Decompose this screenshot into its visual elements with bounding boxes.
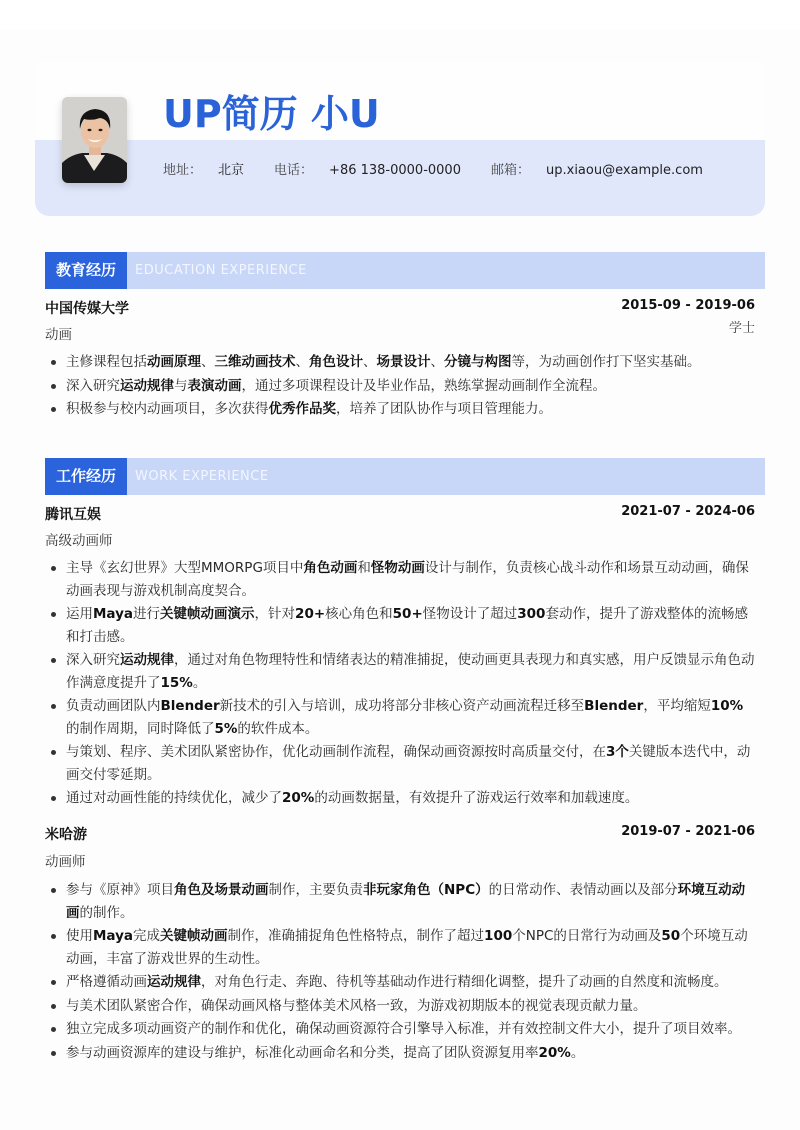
highlight-text: 20% [538, 1044, 571, 1061]
job-dates: 2021-07 - 2024-06 [621, 504, 755, 519]
highlight-text: 非玩家角色（NPC） [363, 882, 489, 898]
highlight-text: 5% [214, 720, 238, 737]
profile-photo [62, 97, 127, 183]
highlight-text: 10% [710, 698, 744, 714]
email-value[interactable]: up.xiaou@example.com [546, 163, 703, 178]
highlight-text: Maya [93, 928, 134, 944]
bullet-item: 通过对动画性能的持续优化，减少了20%的动画数据量，有效提升了游戏运行效率和加载速度。 [45, 787, 755, 810]
top-margin [0, 0, 800, 30]
degree: 学士 [728, 321, 755, 336]
highlight-text: 环境互动动画 [66, 882, 746, 921]
bullet-item: 与美术团队紧密合作，确保动画风格与整体美术风格一致，为游戏初期版本的视觉表现贡献力量。 [45, 995, 755, 1018]
bullet-item: 参与动画资源库的建设与维护，标准化动画命名和分类，提高了团队资源复用率20%。 [45, 1042, 755, 1065]
highlight-text: 20% [282, 790, 315, 806]
education-bullets [45, 351, 755, 422]
education-entry-header [45, 298, 755, 318]
school-name: 中国传媒大学 [45, 301, 129, 317]
job-dates: 2019-07 - 2021-06 [621, 824, 755, 839]
highlight-text: 运动规律 [147, 974, 201, 990]
highlight-text: 角色设计 [309, 354, 363, 370]
major: 动画 [45, 327, 72, 343]
bullet-item: 主修课程包括动画原理、三维动画技术、角色设计、场景设计、分镜与构图等，为动画创作打下坚实基础。 [45, 351, 755, 374]
highlight-text: 优秀作品奖 [268, 401, 336, 417]
highlight-text: 角色及场景动画 [174, 882, 269, 898]
highlight-text: 分镜与构图 [444, 354, 512, 370]
highlight-text: 50+ [392, 606, 423, 622]
phone-label: 电话： [274, 163, 314, 178]
highlight-text: 运动规律 [120, 652, 174, 668]
highlight-text: 15% [160, 674, 193, 691]
bullet-item: 主导《玄幻世界》大型MMORPG项目中角色动画和怪物动画设计与制作，负责核心战斗动作和场景互动动画，确保动画表现与游戏机制高度契合。 [45, 557, 755, 602]
highlight-text: 运动规律 [120, 377, 174, 394]
work-section-header [45, 458, 765, 495]
candidate-name: UP简历 小U [163, 92, 380, 136]
highlight-text: 50 [661, 928, 681, 944]
bullet-item: 负责动画团队内Blender新技术的引入与培训，成功将部分非核心资产动画流程迁移至Blender，平均缩短10%的制作周期，同时降低了5%的软件成本。 [45, 695, 755, 740]
address-value: 北京 [218, 163, 245, 178]
highlight-text: 怪物动画 [370, 560, 425, 576]
bullet-item: 严格遵循动画运动规律，对角色行走、奔跑、待机等基础动作进行精细化调整，提升了动画的自然度和流畅度。 [45, 971, 755, 994]
job-role: 动画师 [45, 854, 86, 870]
highlight-text: 300 [517, 606, 546, 622]
work-title: 工作经历 [45, 458, 127, 495]
bullet-item: 与策划、程序、美术团队紧密协作，优化动画制作流程，确保动画资源按时高质量交付，在3个关键版本迭代中，动画交付零延期。 [45, 741, 755, 786]
bullet-item: 独立完成多项动画资产的制作和优化，确保动画资源符合引擎导入标准，并有效控制文件大小，提升了项目效率。 [45, 1018, 755, 1041]
highlight-text: 动画原理 [147, 354, 201, 370]
portrait-icon [62, 97, 127, 183]
highlight-text: 20+ [295, 606, 326, 622]
highlight-text: Blender [160, 698, 220, 714]
highlight-text: Blender [584, 698, 644, 714]
phone-value: +86 138-0000-0000 [329, 163, 461, 178]
highlight-text: 3个 [606, 744, 629, 760]
company-name: 米哈游 [45, 827, 87, 843]
address-label: 地址： [163, 163, 203, 178]
education-title-en: EDUCATION EXPERIENCE [135, 263, 307, 278]
bullet-item: 使用Maya完成关键帧动画制作，准确捕捉角色性格特点，制作了超过100个NPC的日常行为动画及50个环境互动动画，丰富了游戏世界的生动性。 [45, 925, 755, 970]
work-title-en: WORK EXPERIENCE [135, 469, 269, 484]
company-name: 腾讯互娱 [45, 507, 101, 523]
bullet-item: 参与《原神》项目角色及场景动画制作，主要负责非玩家角色（NPC）的日常动作、表情动画以及部分环境互动动画的制作。 [45, 879, 755, 924]
highlight-text: 100 [484, 928, 513, 944]
job-entry-header [45, 504, 755, 524]
education-title: 教育经历 [45, 252, 127, 289]
highlight-text: 角色动画 [303, 560, 358, 576]
highlight-text: 关键帧动画演示 [160, 606, 255, 622]
highlight-text: 场景设计 [376, 354, 431, 370]
job-bullets [45, 557, 755, 811]
highlight-text: 表演动画 [187, 377, 242, 394]
education-section-header [45, 252, 765, 289]
highlight-text: Maya [93, 606, 134, 622]
highlight-text: 关键帧动画 [160, 928, 228, 944]
bullet-item: 深入研究运动规律，通过对角色物理特性和情绪表达的精准捕捉，使动画更具表现力和真实感，用户反馈显示角色动作满意度提升了15%。 [45, 649, 755, 694]
email-label: 邮箱： [490, 163, 530, 178]
job-entry-header [45, 824, 755, 844]
bullet-item: 运用Maya进行关键帧动画演示，针对20+核心角色和50+怪物设计了超过300套动作，提升了游戏整体的流畅感和打击感。 [45, 603, 755, 648]
bullet-item: 深入研究运动规律与表演动画，通过多项课程设计及毕业作品，熟练掌握动画制作全流程。 [45, 375, 755, 398]
contact-info [163, 162, 733, 180]
job-bullets [45, 879, 755, 1065]
education-dates: 2015-09 - 2019-06 [621, 298, 755, 313]
highlight-text: 三维动画技术 [214, 354, 296, 370]
bullet-item: 积极参与校内动画项目，多次获得优秀作品奖，培养了团队协作与项目管理能力。 [45, 398, 755, 421]
job-role: 高级动画师 [45, 533, 113, 549]
